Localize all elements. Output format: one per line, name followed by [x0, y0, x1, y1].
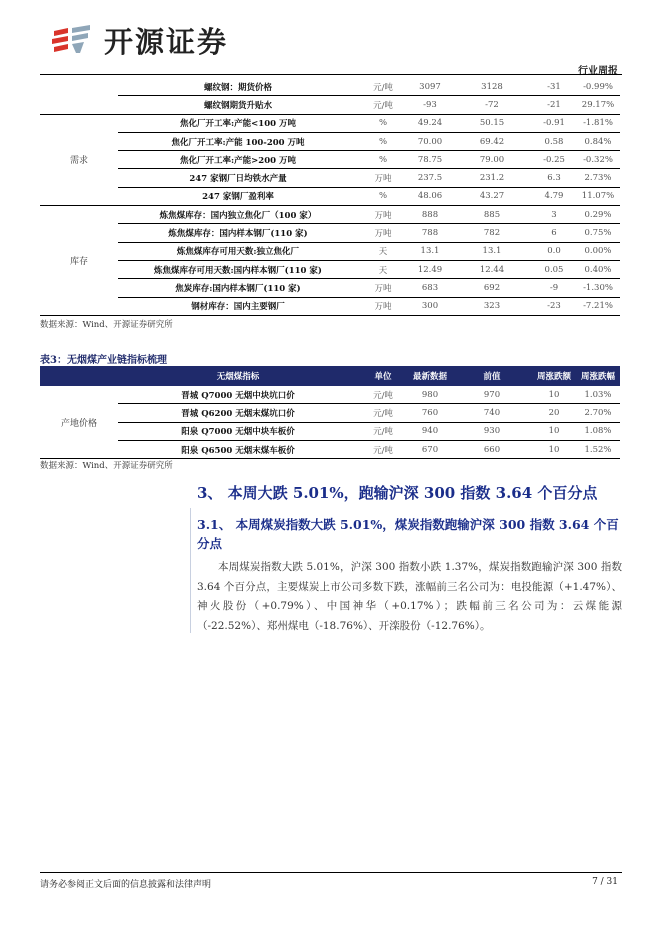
report-type: 行业周报 [578, 66, 618, 77]
unit-cell: 元/吨 [358, 386, 408, 404]
pct-cell: -0.32% [576, 151, 620, 169]
pct-cell: 0.00% [576, 242, 620, 260]
category-cell: 需求 [40, 114, 118, 205]
pct-cell: 0.40% [576, 260, 620, 278]
header-cell: 无烟煤指标 [118, 366, 358, 386]
indicator-cell: 阳泉 Q7000 无烟中块车板价 [118, 422, 358, 440]
chg-cell: 0.0 [532, 242, 576, 260]
table-row [40, 224, 620, 242]
footer-disclaimer: 请务必参阅正文后面的信息披露和法律声明 [40, 880, 212, 890]
latest-cell: 670 [408, 440, 452, 458]
indicator-cell: 炼焦煤库存：国内独立焦化厂（100 家） [118, 206, 358, 224]
indicator-cell: 螺纹钢期货升贴水 [118, 96, 358, 114]
category-cell: 库存 [40, 206, 118, 316]
unit-cell: 万吨 [358, 224, 408, 242]
indicator-cell: 焦炭库存:国内样本钢厂(110 家) [118, 279, 358, 297]
category-cell [40, 78, 118, 114]
indicator-cell: 炼焦煤库存可用天数:独立焦化厂 [118, 242, 358, 260]
table-row [40, 206, 620, 224]
table-row [40, 187, 620, 205]
prev-cell: 12.44 [452, 260, 532, 278]
header-cell: 周涨跌幅 [576, 366, 620, 386]
coking-coal-table [40, 78, 620, 316]
latest-cell: 70.00 [408, 132, 452, 150]
indicator-cell: 炼焦煤库存：国内样本钢厂(110 家) [118, 224, 358, 242]
table-row [40, 386, 620, 404]
logo-text: 开源证券 [104, 25, 229, 59]
unit-cell: 元/吨 [358, 422, 408, 440]
unit-cell: 元/吨 [358, 440, 408, 458]
pct-cell: 2.70% [576, 404, 620, 422]
pct-cell: 0.75% [576, 224, 620, 242]
pct-cell: -1.30% [576, 279, 620, 297]
pct-cell: -7.21% [576, 297, 620, 315]
latest-cell: -93 [408, 96, 452, 114]
prev-cell: 740 [452, 404, 532, 422]
table-row [40, 260, 620, 278]
prev-cell: 323 [452, 297, 532, 315]
indicator-cell: 焦化厂开工率:产能<100 万吨 [118, 114, 358, 132]
prev-cell: 231.2 [452, 169, 532, 187]
logo-mark-icon [50, 23, 96, 59]
table-row [40, 169, 620, 187]
unit-cell: 万吨 [358, 279, 408, 297]
table-row [40, 132, 620, 150]
table-row [40, 440, 620, 458]
pct-cell: 0.29% [576, 206, 620, 224]
header-cell: 前值 [452, 366, 532, 386]
chg-cell: 6.3 [532, 169, 576, 187]
unit-cell: 天 [358, 260, 408, 278]
chg-cell: -23 [532, 297, 576, 315]
prev-cell: 13.1 [452, 242, 532, 260]
unit-cell: 万吨 [358, 206, 408, 224]
pct-cell: -0.99% [576, 78, 620, 96]
pct-cell: 2.73% [576, 169, 620, 187]
prev-cell: 50.15 [452, 114, 532, 132]
latest-cell: 237.5 [408, 169, 452, 187]
unit-cell: % [358, 114, 408, 132]
latest-cell: 788 [408, 224, 452, 242]
header-cell: 单位 [358, 366, 408, 386]
anthracite-table [40, 366, 620, 459]
indicator-cell: 焦化厂开工率:产能>200 万吨 [118, 151, 358, 169]
table1-source: 数据来源：Wind、开源证券研究所 [40, 320, 173, 330]
unit-cell: 天 [358, 242, 408, 260]
indicator-cell: 焦化厂开工率:产能 100-200 万吨 [118, 132, 358, 150]
unit-cell: 元/吨 [358, 78, 408, 96]
latest-cell: 940 [408, 422, 452, 440]
chg-cell: -31 [532, 78, 576, 96]
category-cell: 产地价格 [40, 386, 118, 459]
unit-cell: % [358, 151, 408, 169]
unit-cell: 万吨 [358, 297, 408, 315]
chg-cell: 10 [532, 422, 576, 440]
section-bar [190, 508, 191, 633]
table-row [40, 404, 620, 422]
indicator-cell: 炼焦煤库存可用天数:国内样本钢厂(110 家) [118, 260, 358, 278]
unit-cell: 元/吨 [358, 96, 408, 114]
indicator-cell: 247 家钢厂盈利率 [118, 187, 358, 205]
indicator-cell: 晋城 Q7000 无烟中块坑口价 [118, 386, 358, 404]
unit-cell: % [358, 187, 408, 205]
chg-cell: 10 [532, 386, 576, 404]
table-row [40, 151, 620, 169]
latest-cell: 3097 [408, 78, 452, 96]
footer-divider [40, 872, 622, 873]
table-row [40, 297, 620, 315]
latest-cell: 78.75 [408, 151, 452, 169]
header-cell: 最新数据 [408, 366, 452, 386]
prev-cell: 692 [452, 279, 532, 297]
pct-cell: 1.52% [576, 440, 620, 458]
latest-cell: 888 [408, 206, 452, 224]
table3-title: 表3：无烟煤产业链指标梳理 [40, 355, 167, 366]
chg-cell: 3 [532, 206, 576, 224]
pct-cell: 11.07% [576, 187, 620, 205]
chg-cell: -9 [532, 279, 576, 297]
chg-cell: -21 [532, 96, 576, 114]
header-cell: 周涨跌额 [532, 366, 576, 386]
unit-cell: 元/吨 [358, 404, 408, 422]
prev-cell: 782 [452, 224, 532, 242]
table-row [40, 279, 620, 297]
chg-cell: -0.91 [532, 114, 576, 132]
prev-cell: 3128 [452, 78, 532, 96]
table3-header [40, 366, 620, 386]
company-logo [50, 20, 228, 61]
header-divider [40, 74, 622, 75]
latest-cell: 980 [408, 386, 452, 404]
prev-cell: 43.27 [452, 187, 532, 205]
prev-cell: 660 [452, 440, 532, 458]
chg-cell: 20 [532, 404, 576, 422]
pct-cell: 1.03% [576, 386, 620, 404]
latest-cell: 300 [408, 297, 452, 315]
chg-cell: 0.05 [532, 260, 576, 278]
prev-cell: 69.42 [452, 132, 532, 150]
latest-cell: 13.1 [408, 242, 452, 260]
table-row [40, 242, 620, 260]
table-row [40, 96, 620, 114]
table-row [40, 422, 620, 440]
subsection-heading: 3.1、 本周煤炭指数大跌 5.01%，煤炭指数跑输沪深 300 指数 3.64 个百分点 [197, 517, 619, 551]
pct-cell: 0.84% [576, 132, 620, 150]
page-number: 7 / 31 [592, 877, 618, 887]
section-heading: 3、 本周大跌 5.01%，跑输沪深 300 指数 3.64 个百分点 [197, 484, 598, 502]
body-paragraph: 本周煤炭指数大跌 5.01%，沪深 300 指数小跌 1.37%，煤炭指数跑输沪深 300 指数 3.64 个百分点，主要煤炭上市公司多数下跌，涨幅前三名公司为：电投能源（+1.47%）、神火股份（+0.79%）、中国神华（+0.17%）；跌幅前三名公司为：云煤能源（-22.52%）、郑州煤电（-18.76%）、开滦股份（-12.76%）。 [197, 561, 622, 632]
indicator-cell: 钢材库存：国内主要钢厂 [118, 297, 358, 315]
pct-cell: -1.81% [576, 114, 620, 132]
chg-cell: 0.58 [532, 132, 576, 150]
indicator-cell: 247 家钢厂日均铁水产量 [118, 169, 358, 187]
latest-cell: 683 [408, 279, 452, 297]
chg-cell: 10 [532, 440, 576, 458]
table-row [40, 114, 620, 132]
latest-cell: 760 [408, 404, 452, 422]
prev-cell: -72 [452, 96, 532, 114]
unit-cell: 万吨 [358, 169, 408, 187]
latest-cell: 49.24 [408, 114, 452, 132]
table3-source: 数据来源：Wind、开源证券研究所 [40, 461, 173, 471]
indicator-cell: 晋城 Q6200 无烟末煤坑口价 [118, 404, 358, 422]
latest-cell: 12.49 [408, 260, 452, 278]
prev-cell: 79.00 [452, 151, 532, 169]
chg-cell: -0.25 [532, 151, 576, 169]
unit-cell: % [358, 132, 408, 150]
pct-cell: 1.08% [576, 422, 620, 440]
pct-cell: 29.17% [576, 96, 620, 114]
prev-cell: 885 [452, 206, 532, 224]
latest-cell: 48.06 [408, 187, 452, 205]
prev-cell: 930 [452, 422, 532, 440]
chg-cell: 4.79 [532, 187, 576, 205]
indicator-cell: 阳泉 Q6500 无烟末煤车板价 [118, 440, 358, 458]
prev-cell: 970 [452, 386, 532, 404]
table-row [40, 78, 620, 96]
chg-cell: 6 [532, 224, 576, 242]
indicator-cell: 螺纹钢：期货价格 [118, 78, 358, 96]
